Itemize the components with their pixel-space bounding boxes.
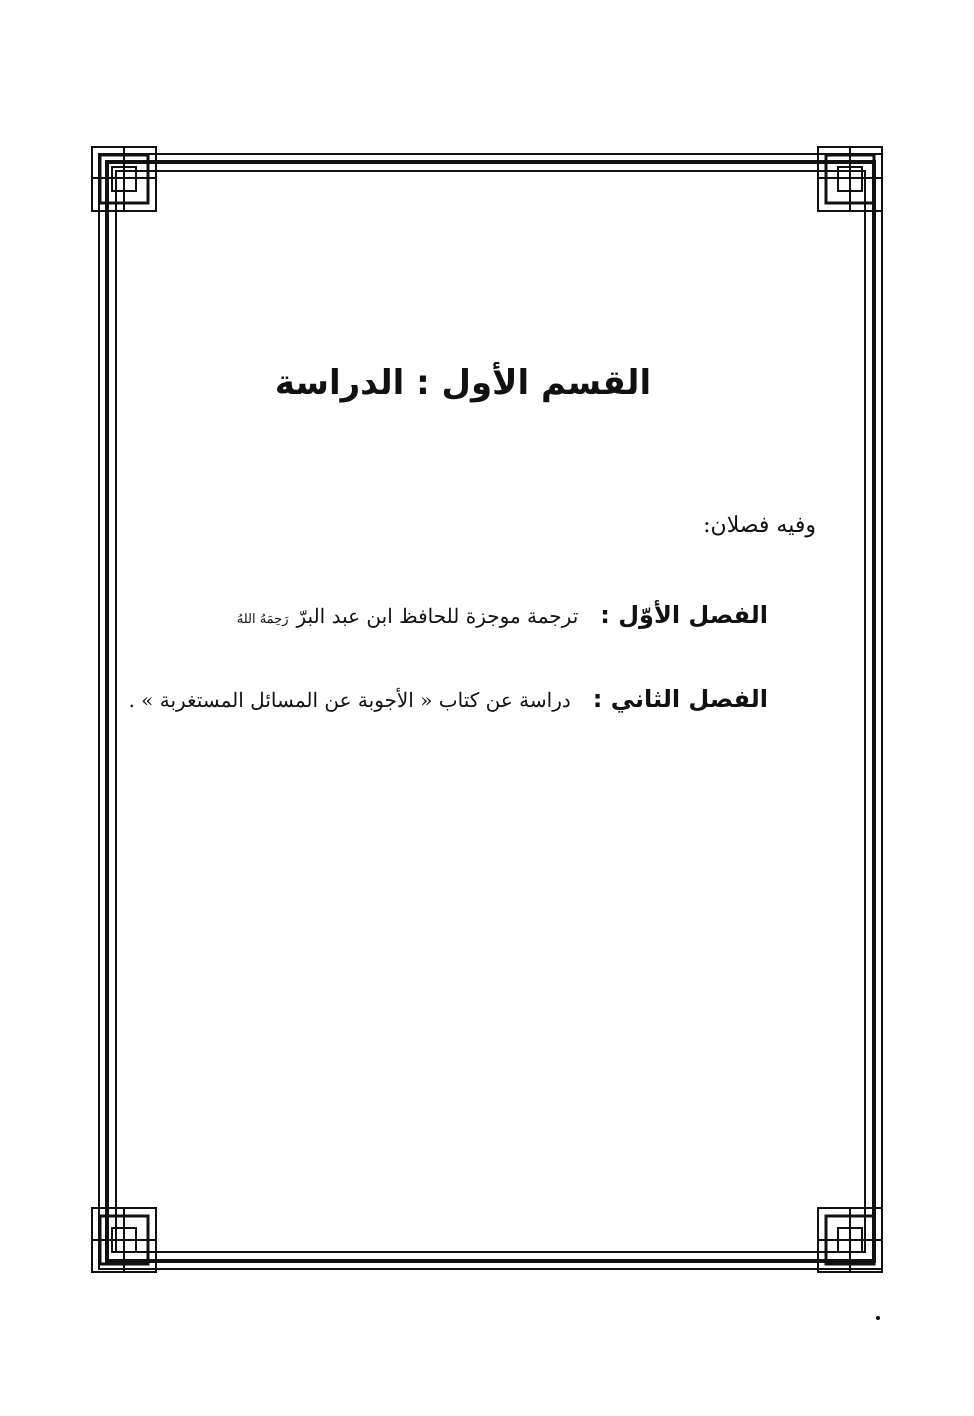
chapter-one-title: ترجمة موجزة للحافظ ابن عبد البرّ [296, 604, 579, 628]
top-left-corner-ornament [92, 147, 156, 211]
chapter-two [128, 677, 768, 722]
scan-dot [876, 1316, 880, 1320]
chapter-one-label: الفصل الأوّل : [600, 601, 768, 629]
intro-text: وفيه فصلان: [703, 513, 816, 538]
honorific-mark: رَحِمَهُ اللهُ [236, 612, 289, 627]
chapter-two-title: دراسة عن كتاب « الأجوبة عن المسائل المستغربة » . [128, 688, 571, 712]
chapter-two-label: الفصل الثاني : [592, 685, 768, 713]
chapter-one [237, 593, 768, 638]
page-title: القسم الأول : الدراسة [274, 363, 652, 403]
